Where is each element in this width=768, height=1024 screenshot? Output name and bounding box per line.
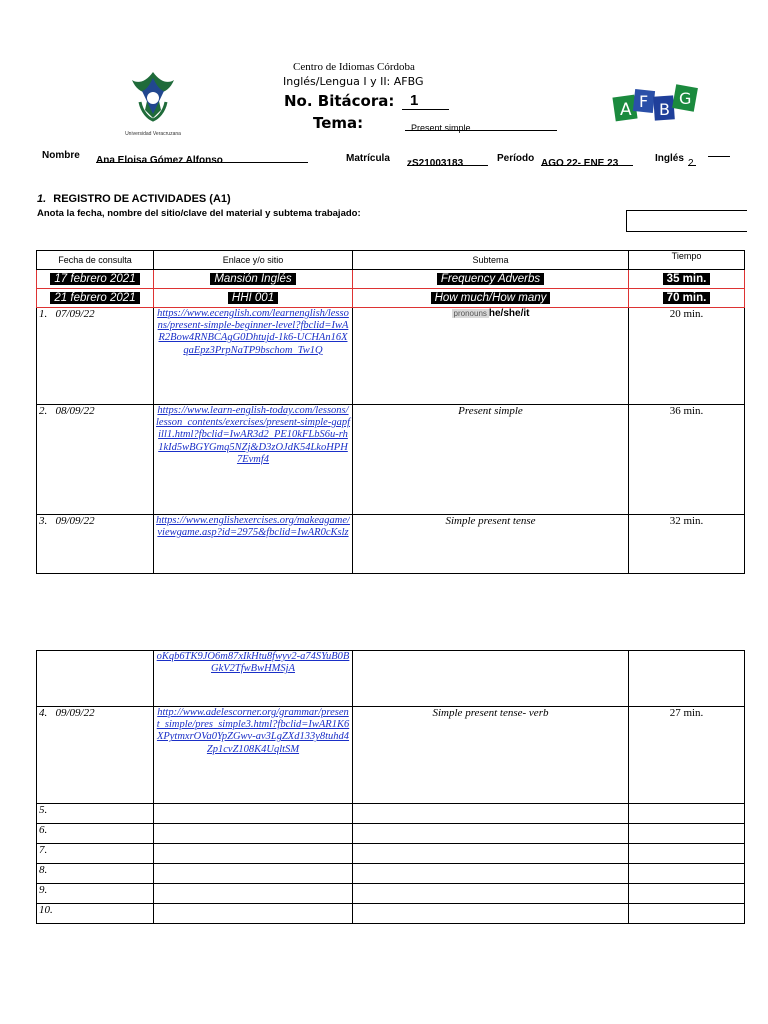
table-row (37, 270, 745, 289)
periodo-label: Período (497, 153, 535, 164)
table-row (37, 707, 745, 804)
uv-caption: Universidad Veracruzana (125, 131, 181, 137)
section-number: 1. (37, 193, 47, 205)
row-date: 09/09/22 (55, 515, 95, 527)
subtema-chip: pronouns (453, 309, 487, 318)
header-fecha: Fecha de consulta (37, 251, 154, 270)
tema-field (405, 118, 557, 131)
logo-block-b (653, 95, 675, 120)
logo-block-f (633, 89, 655, 113)
resource-link[interactable]: https://www.ecenglish.com/learnenglish/lessons/present-simple-beginner-level?fbclid=IwAR2Bow4RNBCAgG0Dhtujd-1k6-UCHAn16XqaEpz3PrpNaTP9bschom_Tw1Q (157, 308, 349, 356)
hl-date: 21 febrero 2021 (50, 292, 139, 304)
row-number: 3. (39, 515, 48, 527)
empty-row (37, 904, 745, 924)
table-row (37, 515, 745, 574)
side-box (626, 210, 747, 232)
row-number: 4. (39, 707, 48, 719)
table-row (37, 405, 745, 515)
nombre-field (96, 150, 308, 166)
logo-letter-g: G (679, 89, 692, 108)
hl-tiempo: 35 min. (663, 273, 711, 285)
periodo-value: AGO 22- ENE 23 (541, 158, 619, 169)
empty-row (37, 824, 745, 844)
table-header-row (37, 251, 745, 270)
row-number: 10. (37, 904, 154, 924)
ingles-value: 2 (688, 158, 694, 169)
logo-letter-f: F (639, 92, 649, 111)
afbg-logo (610, 82, 700, 128)
activity-table (36, 250, 745, 574)
empty-row (37, 844, 745, 864)
course-name: Inglés/Lengua I y II: AFBG (283, 75, 424, 88)
row-date: 07/09/22 (55, 308, 95, 320)
ingles-label: Inglés (655, 153, 684, 164)
row-number: 9. (37, 884, 154, 904)
row-subtema: Simple present tense- verb (353, 707, 629, 804)
matricula-value: zS21003183 (407, 158, 464, 169)
row-subtema: Present simple (353, 405, 629, 515)
hl-site: HHI 001 (228, 292, 278, 304)
ingles-field (688, 153, 696, 169)
hl-site: Mansión Inglés (210, 273, 295, 285)
empty-row (37, 884, 745, 904)
row-number: 5. (37, 804, 154, 824)
row-number: 6. (37, 824, 154, 844)
row-number: 8. (37, 864, 154, 884)
table-row (37, 308, 745, 405)
logo-letter-a: A (620, 100, 632, 120)
row-tiempo: 20 min. (629, 308, 745, 405)
resource-link[interactable]: https://www.learn-english-today.com/lessons/lesson_contents/exercises/present-simple-gapfill1.html?fbclid=IwAR3d2_PE10kFLbS6u-rh1kId5wBGYGmq5NZj&D3zOJdK54LkoHPH7Evmf4 (156, 405, 351, 465)
center-name: Centro de Idiomas Córdoba (293, 61, 415, 73)
periodo-field (541, 153, 633, 169)
hl-tiempo: 70 min. (663, 292, 711, 304)
row-number: 7. (37, 844, 154, 864)
resource-link[interactable]: http://www.adelescorner.org/grammar/present_simple/pres_simple3.html?fbclid=IwAR1K6XPytmxrOVa0YpZGwv-av3LgZXd133y8tuhd4Zp1cvZ108K4UqltSM (156, 707, 350, 755)
table-row (37, 651, 745, 707)
header-subtema: Subtema (353, 251, 629, 270)
hl-date: 17 febrero 2021 (50, 273, 139, 285)
row-subtema: Simple present tense (353, 515, 629, 574)
row-number: 2. (39, 405, 48, 417)
section-instruction: Anota la fecha, nombre del sitio/clave del material y subtema trabajado: (37, 208, 361, 219)
nombre-value: Ana Eloisa Gómez Alfonso (96, 155, 223, 166)
matricula-field (407, 153, 488, 169)
empty-row (37, 804, 745, 824)
row-tiempo: 32 min. (629, 515, 745, 574)
tema-value: Present simple (411, 123, 471, 133)
logo-letter-b: B (659, 100, 670, 119)
row-date: 09/09/22 (55, 707, 95, 719)
resource-link[interactable]: https://www.englishexercises.org/makeagame/viewgame.asp?id=2975&fbclid=IwAR0cKslz (156, 515, 350, 539)
row-date: 08/09/22 (55, 405, 95, 417)
section-heading (37, 193, 231, 205)
resource-link-continued[interactable]: oKqb6TK9JO6m87xIkHtu8fwyv2-a74SYuB0BGkV2TfwBwHMSjA (156, 651, 350, 675)
bitacora-label: No. Bitácora: (284, 92, 395, 110)
bitacora-number: 1 (410, 92, 419, 109)
row-subtema: he/she/it (488, 308, 530, 319)
header-enlace: Enlace y/o sitio (154, 251, 353, 270)
matricula-label: Matrícula (346, 153, 390, 164)
hl-subtema: Frequency Adverbs (437, 273, 544, 285)
bitacora-value (402, 92, 449, 110)
section-title: REGISTRO DE ACTIVIDADES (A1) (53, 193, 231, 205)
empty-row (37, 864, 745, 884)
ingles-extra-line (708, 156, 730, 157)
hl-subtema: How much/How many (431, 292, 551, 304)
row-number: 1. (39, 308, 48, 320)
row-tiempo: 36 min. (629, 405, 745, 515)
nombre-label: Nombre (42, 150, 80, 161)
logo-block-g (672, 84, 698, 111)
activity-table-continued (36, 650, 745, 924)
header-tiempo: Tiempo (629, 251, 745, 270)
universidad-veracruzana-logo (118, 68, 188, 138)
tema-label: Tema: (313, 114, 364, 132)
table-row (37, 289, 745, 308)
row-tiempo: 27 min. (629, 707, 745, 804)
